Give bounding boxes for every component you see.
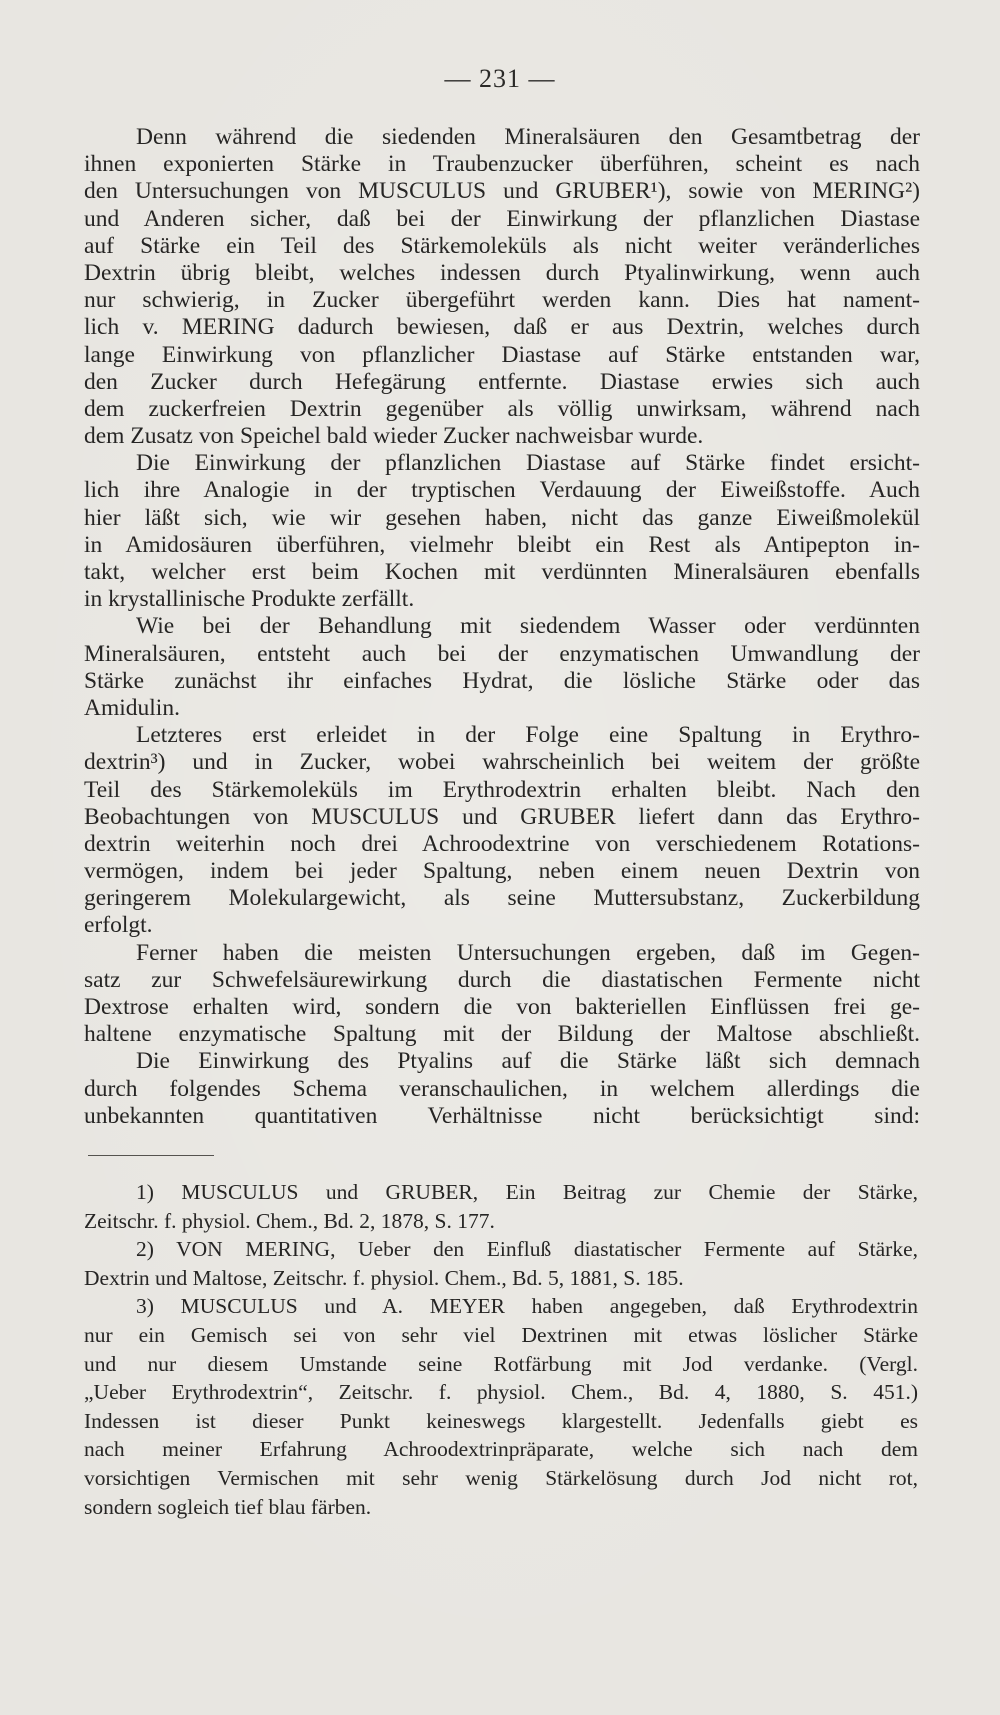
text-line: geringerem Molekulargewicht, als seine Muttersubstanz, Zuckerbildung — [84, 885, 920, 912]
text-line: Ferner haben die meisten Untersuchungen ergeben, daß im Gegen- — [136, 939, 920, 966]
text-line: unbekannten quantitativen Verhältnisse nicht berücksichtigt sind: — [84, 1102, 920, 1129]
main-text — [84, 124, 920, 1130]
text-line: Die Einwirkung der pflanzlichen Diastase auf Stärke findet ersicht- — [136, 450, 920, 477]
text-line: dem zuckerfreien Dextrin gegenüber als völlig unwirksam, während nach — [84, 395, 920, 422]
footnote-line: und nur diesem Umstande seine Rotfärbung mit Jod verdanke. (Vergl. — [84, 1351, 918, 1376]
footnote-line: nach meiner Erfahrung Achroodextrinpräparate, welche sich nach dem — [84, 1437, 918, 1462]
text-line: dem Zusatz von Speichel bald wieder Zucker nachweisbar wurde. — [84, 423, 704, 450]
text-line: auf Stärke ein Teil des Stärkemoleküls als nicht weiter veränderliches — [84, 232, 920, 259]
text-line: Dextrose erhalten wird, sondern die von bakteriellen Einflüssen frei ge- — [84, 994, 920, 1020]
text-line: lich ihre Analogie in der tryptischen Verdauung der Eiweißstoffe. Auch — [84, 477, 920, 504]
footnote-line: vorsichtigen Vermischen mit sehr wenig Stärkelösung durch Jod nicht rot, — [84, 1465, 918, 1490]
text-line: den Zucker durch Hefegärung entfernte. Diastase erwies sich auch — [84, 368, 920, 395]
text-line: in krystallinische Produkte zerfällt. — [84, 586, 415, 613]
text-line: Amidulin. — [84, 694, 180, 721]
text-line: Die Einwirkung des Ptyalins auf die Stärke läßt sich demnach — [136, 1048, 920, 1075]
text-line: durch folgendes Schema veranschaulichen, in welchem allerdings die — [84, 1075, 920, 1102]
footnote-line: Dextrin und Maltose, Zeitschr. f. physiol. Chem., Bd. 5, 1881, S. 185. — [84, 1265, 684, 1290]
text-line: Dextrin übrig bleibt, welches indessen durch Ptyalinwirkung, wenn auch — [84, 259, 920, 286]
text-line: ihnen exponierten Stärke in Traubenzucker überführen, scheint es nach — [84, 151, 920, 178]
footnotes — [84, 1178, 918, 1521]
text-line: Teil des Stärkemoleküls im Erythrodextrin erhalten bleibt. Nach den — [84, 776, 920, 803]
text-line: haltene enzymatische Spaltung mit der Bildung der Maltose abschließt. — [84, 1021, 920, 1048]
footnote-line: 3) MUSCULUS und A. MEYER haben angegeben, daß Erythrodextrin — [136, 1294, 918, 1319]
text-line: und Anderen sicher, daß bei der Einwirkung der pflanzlichen Diastase — [84, 205, 920, 232]
text-line: in Amidosäuren überführen, vielmehr bleibt ein Rest als Antipepton in- — [84, 531, 920, 558]
footnote-line: Indessen ist dieser Punkt keineswegs klargestellt. Jedenfalls giebt es — [84, 1408, 918, 1433]
text-line: dextrin³) und in Zucker, wobei wahrscheinlich bei weitem der größte — [84, 749, 920, 776]
footnote-line: Zeitschr. f. physiol. Chem., Bd. 2, 1878, S. 177. — [84, 1208, 495, 1233]
text-line: satz zur Schwefelsäurewirkung durch die diastatischen Fermente nicht — [84, 966, 920, 993]
footnote-line: nur ein Gemisch sei von sehr viel Dextrinen mit etwas löslicher Stärke — [84, 1322, 918, 1347]
text-line: Denn während die siedenden Mineralsäuren den Gesamtbetrag der — [136, 124, 920, 150]
footnote-line: „Ueber Erythrodextrin“, Zeitschr. f. physiol. Chem., Bd. 4, 1880, S. 451.) — [84, 1380, 918, 1405]
footnote-line: 2) VON MERING, Ueber den Einfluß diastatischer Fermente auf Stärke, — [136, 1237, 918, 1262]
text-line: Wie bei der Behandlung mit siedendem Wasser oder verdünnten — [136, 613, 920, 640]
text-line: hier läßt sich, wie wir gesehen haben, nicht das ganze Eiweißmolekül — [84, 504, 920, 531]
text-line: nur schwierig, in Zucker übergeführt werden kann. Dies hat nament- — [84, 287, 920, 314]
footnote-line: 1) MUSCULUS und GRUBER, Ein Beitrag zur Chemie der Stärke, — [136, 1180, 918, 1204]
footnote-line: sondern sogleich tief blau färben. — [84, 1494, 372, 1519]
text-line: Mineralsäuren, entsteht auch bei der enzymatischen Umwandlung der — [84, 640, 920, 667]
footnote-divider — [88, 1155, 214, 1156]
text-line: Stärke zunächst ihr einfaches Hydrat, die lösliche Stärke oder das — [84, 667, 920, 694]
text-line: dextrin weiterhin noch drei Achroodextrine von verschiedenem Rotations- — [84, 830, 920, 857]
page-number: — 231 — — [444, 64, 556, 93]
text-line: lange Einwirkung von pflanzlicher Diastase auf Stärke entstanden war, — [84, 341, 920, 368]
text-line: takt, welcher erst beim Kochen mit verdünnten Mineralsäuren ebenfalls — [84, 559, 920, 585]
text-line: erfolgt. — [84, 912, 153, 939]
text-line: Letzteres erst erleidet in der Folge eine Spaltung in Erythro- — [136, 722, 920, 749]
text-line: den Untersuchungen von MUSCULUS und GRUBER¹), sowie von MERING²) — [84, 178, 920, 205]
text-line: lich v. MERING dadurch bewiesen, daß er aus Dextrin, welches durch — [84, 314, 920, 341]
text-line: vermögen, indem bei jeder Spaltung, neben einem neuen Dextrin von — [84, 858, 920, 885]
text-line: Beobachtungen von MUSCULUS und GRUBER liefert dann das Erythro- — [84, 803, 920, 830]
